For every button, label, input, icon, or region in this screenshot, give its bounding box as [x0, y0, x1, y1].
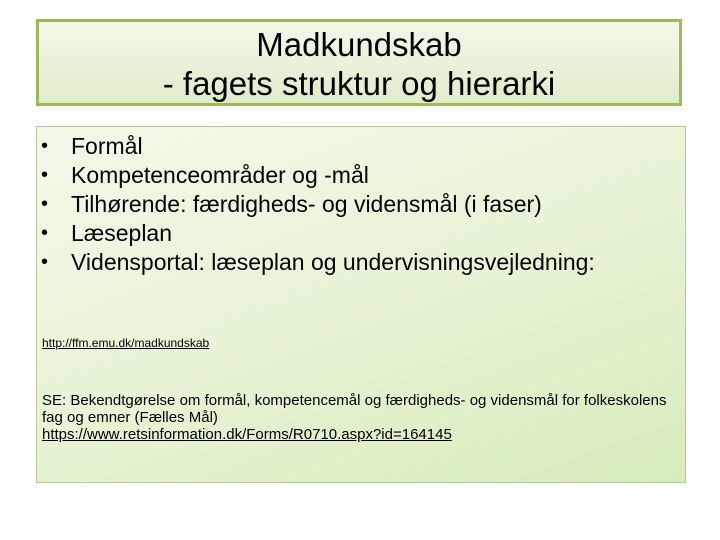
list-item — [0, 161, 680, 190]
slide-title: Madkundskab — [256, 26, 462, 63]
list-item — [0, 132, 680, 161]
bullet-icon: • — [41, 135, 49, 157]
slide-subtitle: - fagets struktur og hierarki — [162, 65, 556, 102]
reference-block — [42, 392, 682, 443]
emu-link[interactable]: http://ffm.emu.dk/madkundskab — [42, 336, 210, 350]
list-item — [0, 219, 680, 248]
bullet-icon: • — [41, 222, 49, 244]
bullet-icon: • — [41, 251, 49, 273]
reference-text: SE: Bekendtgørelse om formål, kompetencemål og færdigheds- og vidensmål for folkeskolens fag og emner (Fælles Mål) — [42, 392, 667, 426]
slide-title-box — [36, 19, 682, 106]
retsinformation-link[interactable]: https://www.retsinformation.dk/Forms/R0710.aspx?id=164145 — [42, 426, 452, 443]
bullet-text: Læseplan — [71, 220, 173, 246]
bullet-icon: • — [41, 193, 49, 215]
bullet-text: Kompetenceområder og -mål — [71, 162, 369, 188]
bullet-list — [0, 132, 680, 277]
list-item — [0, 190, 680, 219]
bullet-text: Tilhørende: færdigheds- og vidensmål (i faser) — [71, 191, 542, 217]
bullet-icon: • — [41, 164, 49, 186]
list-item — [0, 248, 680, 277]
bullet-text: Formål — [71, 133, 143, 159]
bullet-text: Vidensportal: læseplan og undervisningsvejledning: — [71, 249, 595, 275]
